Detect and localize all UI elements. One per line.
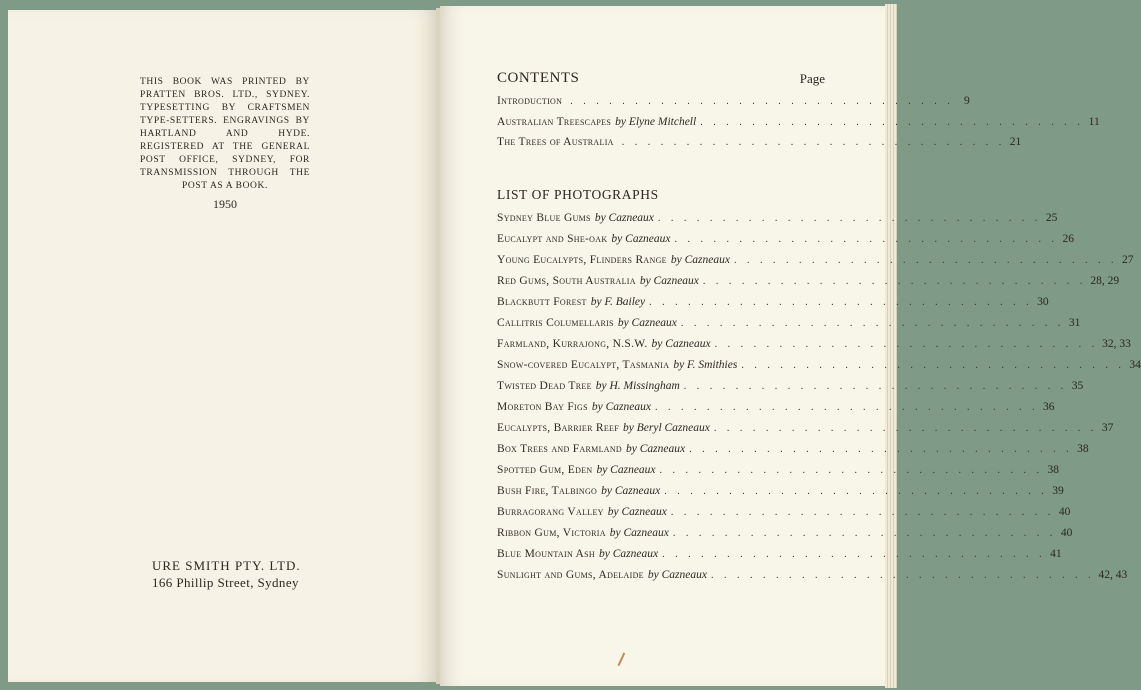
- photograph-entry: [497, 315, 1081, 336]
- entry-credit: by F. Smithies: [673, 359, 738, 371]
- entry-credit: by Cazneaux: [639, 275, 699, 287]
- entry-title: Moreton Bay Figs: [497, 401, 588, 413]
- photograph-entry: [497, 525, 1073, 546]
- entry-page-number: 27: [1121, 254, 1134, 266]
- entry-page-number: 38: [1047, 464, 1060, 476]
- contents-header: [497, 70, 827, 90]
- entry-title: Box Trees and Farmland: [497, 443, 622, 455]
- entry-credit: by Elyne Mitchell: [615, 115, 697, 128]
- entry-page-number: 37: [1101, 422, 1114, 434]
- entry-title: Young Eucalypts, Flinders Range: [497, 254, 667, 266]
- dot-leader: . . . . . . . . . . . . . . . . . . . . . . . . . . . . . .: [741, 360, 1125, 371]
- entry-credit: by H. Missingham: [595, 380, 680, 392]
- contents-list: [497, 93, 1100, 155]
- dot-leader: . . . . . . . . . . . . . . . . . . . . . . . . . . . . . .: [657, 213, 1042, 224]
- entry-credit: by Cazneaux: [596, 464, 656, 476]
- entry-credit: by Cazneaux: [609, 527, 669, 539]
- photograph-entry: [497, 399, 1055, 420]
- dot-leader: . . . . . . . . . . . . . . . . . . . . . . . . . . . . . .: [659, 465, 1044, 476]
- entry-page-number: 42, 43: [1098, 569, 1128, 581]
- entry-page-number: 30: [1037, 296, 1049, 308]
- entry-page-number: 35: [1071, 380, 1084, 392]
- entry-title: Sunlight and Gums, Adelaide: [497, 569, 644, 581]
- entry-page-number: 26: [1062, 233, 1075, 245]
- dot-leader: . . . . . . . . . . . . . . . . . . . . . . . . . . . . . .: [621, 137, 1006, 148]
- entry-credit: by Cazneaux: [670, 254, 730, 266]
- photograph-entry: [497, 462, 1060, 483]
- entry-credit: by Cazneaux: [599, 548, 659, 560]
- photograph-entry: [497, 567, 1128, 588]
- entry-title: Farmland, Kurrajong, N.S.W.: [497, 338, 648, 350]
- publisher-name: URE SMITH PTY. LTD.: [152, 558, 301, 573]
- entry-title: Callitris Columellaris: [497, 317, 614, 329]
- entry-page-number: 41: [1050, 548, 1062, 560]
- dot-leader: . . . . . . . . . . . . . . . . . . . . . . . . . . . . . .: [713, 423, 1098, 434]
- dot-leader: . . . . . . . . . . . . . . . . . . . . . . . . . . . . . .: [664, 486, 1048, 497]
- photograph-entry: [497, 504, 1071, 525]
- photograph-entry: [497, 420, 1114, 441]
- dot-leader: . . . . . . . . . . . . . . . . . . . . . . . . . . . . . .: [570, 96, 954, 107]
- photographs-title: LIST OF PHOTOGRAPHS: [497, 187, 659, 202]
- entry-credit: by Cazneaux: [594, 212, 654, 224]
- entry-page-number: 39: [1052, 485, 1064, 497]
- contents-entry: [497, 114, 1100, 135]
- photograph-entry: [497, 441, 1089, 462]
- photograph-entry: [497, 483, 1064, 504]
- entry-title: Introduction: [497, 95, 563, 107]
- entry-credit: by Cazneaux: [617, 317, 677, 329]
- entry-page-number: 34: [1129, 359, 1141, 371]
- entry-credit: by Cazneaux: [651, 338, 711, 350]
- publisher-block: [152, 557, 322, 591]
- entry-credit: by Cazneaux: [591, 401, 651, 413]
- dot-leader: . . . . . . . . . . . . . . . . . . . . . . . . . . . . . .: [710, 570, 1095, 581]
- dot-leader: . . . . . . . . . . . . . . . . . . . . . . . . . . . . . .: [680, 318, 1065, 329]
- entry-title: Twisted Dead Tree: [497, 380, 592, 392]
- dot-leader: . . . . . . . . . . . . . . . . . . . . . . . . . . . . . .: [654, 402, 1039, 413]
- entry-credit: by Cazneaux: [647, 569, 707, 581]
- publisher-address: 166 Phillip Street, Sydney: [152, 575, 299, 590]
- photograph-entry: [497, 273, 1120, 294]
- entry-title: The Trees of Australia: [497, 136, 614, 148]
- entry-title: Eucalypt and She-oak: [497, 233, 608, 245]
- entry-page-number: 31: [1068, 317, 1081, 329]
- page-column-label: Page: [799, 71, 825, 86]
- photograph-entry: [497, 210, 1058, 231]
- entry-credit: by F. Bailey: [590, 296, 646, 308]
- publication-year: 1950: [213, 197, 237, 211]
- printer-imprint: THIS BOOK WAS PRINTED BY PRATTEN BROS. LTD., SYDNEY. TYPESETTING BY CRAFTSMEN TYPE-SETTERS. ENGRAVINGS BY HARTLAND AND HYDE. REGISTERED AT THE GENERAL POST OFFICE, SYDNEY, FOR TRANSMISSION THROUGH THE POST AS A BOOK.: [140, 77, 310, 191]
- entry-credit: by Cazneaux: [601, 485, 661, 497]
- entry-page-number: 21: [1009, 136, 1022, 148]
- photograph-entry: [497, 357, 1141, 378]
- contents-entry: [497, 134, 1022, 155]
- photographs-list: [497, 210, 1141, 588]
- contents-entry: [497, 93, 970, 114]
- entry-title: Snow-covered Eucalypt, Tasmania: [497, 359, 670, 371]
- dot-leader: . . . . . . . . . . . . . . . . . . . . . . . . . . . . . .: [689, 444, 1073, 455]
- entry-title: Blue Mountain Ash: [497, 548, 595, 560]
- entry-credit: by Beryl Cazneaux: [623, 422, 710, 434]
- dot-leader: . . . . . . . . . . . . . . . . . . . . . . . . . . . . . .: [672, 528, 1057, 539]
- entry-page-number: 9: [963, 95, 970, 107]
- entry-title: Blackbutt Forest: [497, 296, 587, 308]
- dot-leader: . . . . . . . . . . . . . . . . . . . . . . . . . . . . . .: [674, 234, 1059, 245]
- dot-leader: . . . . . . . . . . . . . . . . . . . . . . . . . . . . . .: [714, 339, 1099, 350]
- entry-page-number: 32, 33: [1102, 338, 1131, 350]
- entry-page-number: 28, 29: [1090, 275, 1120, 287]
- photograph-entry: [497, 378, 1084, 399]
- entry-title: Spotted Gum, Eden: [497, 464, 593, 476]
- entry-page-number: 25: [1045, 212, 1058, 224]
- dot-leader: . . . . . . . . . . . . . . . . . . . . . . . . . . . . . .: [662, 549, 1046, 560]
- contents-title: CONTENTS: [497, 70, 580, 86]
- entry-title: Red Gums, South Australia: [497, 275, 636, 287]
- entry-title: Burragorang Valley: [497, 506, 604, 518]
- entry-title: Ribbon Gum, Victoria: [497, 527, 606, 539]
- dot-leader: . . . . . . . . . . . . . . . . . . . . . . . . . . . . . .: [702, 276, 1087, 287]
- photograph-entry: [497, 252, 1134, 273]
- photograph-entry: [497, 294, 1049, 315]
- entry-title: Bush Fire, Talbingo: [497, 485, 598, 497]
- entry-credit: by Cazneaux: [626, 443, 686, 455]
- dot-leader: . . . . . . . . . . . . . . . . . . . . . . . . . . . . . .: [733, 255, 1118, 266]
- entry-page-number: 38: [1077, 443, 1089, 455]
- photograph-entry: [497, 231, 1075, 252]
- photograph-entry: [497, 336, 1131, 357]
- entry-page-number: 36: [1042, 401, 1055, 413]
- entry-credit: by Cazneaux: [611, 233, 671, 245]
- entry-page-number: 40: [1058, 506, 1071, 518]
- photograph-entry: [497, 546, 1062, 567]
- entry-page-number: 11: [1088, 115, 1100, 128]
- dot-leader: . . . . . . . . . . . . . . . . . . . . . . . . . . . . . .: [683, 381, 1068, 392]
- dot-leader: . . . . . . . . . . . . . . . . . . . . . . . . . . . . . .: [700, 116, 1084, 128]
- entry-title: Eucalypts, Barrier Reef: [497, 422, 619, 434]
- entry-credit: by Cazneaux: [607, 506, 667, 518]
- dot-leader: . . . . . . . . . . . . . . . . . . . . . . . . . . . . . .: [649, 297, 1033, 308]
- dot-leader: . . . . . . . . . . . . . . . . . . . . . . . . . . . . . .: [670, 507, 1055, 518]
- entry-title: Sydney Blue Gums: [497, 212, 591, 224]
- entry-page-number: 40: [1060, 527, 1073, 539]
- entry-title: Australian Treescapes: [497, 115, 612, 128]
